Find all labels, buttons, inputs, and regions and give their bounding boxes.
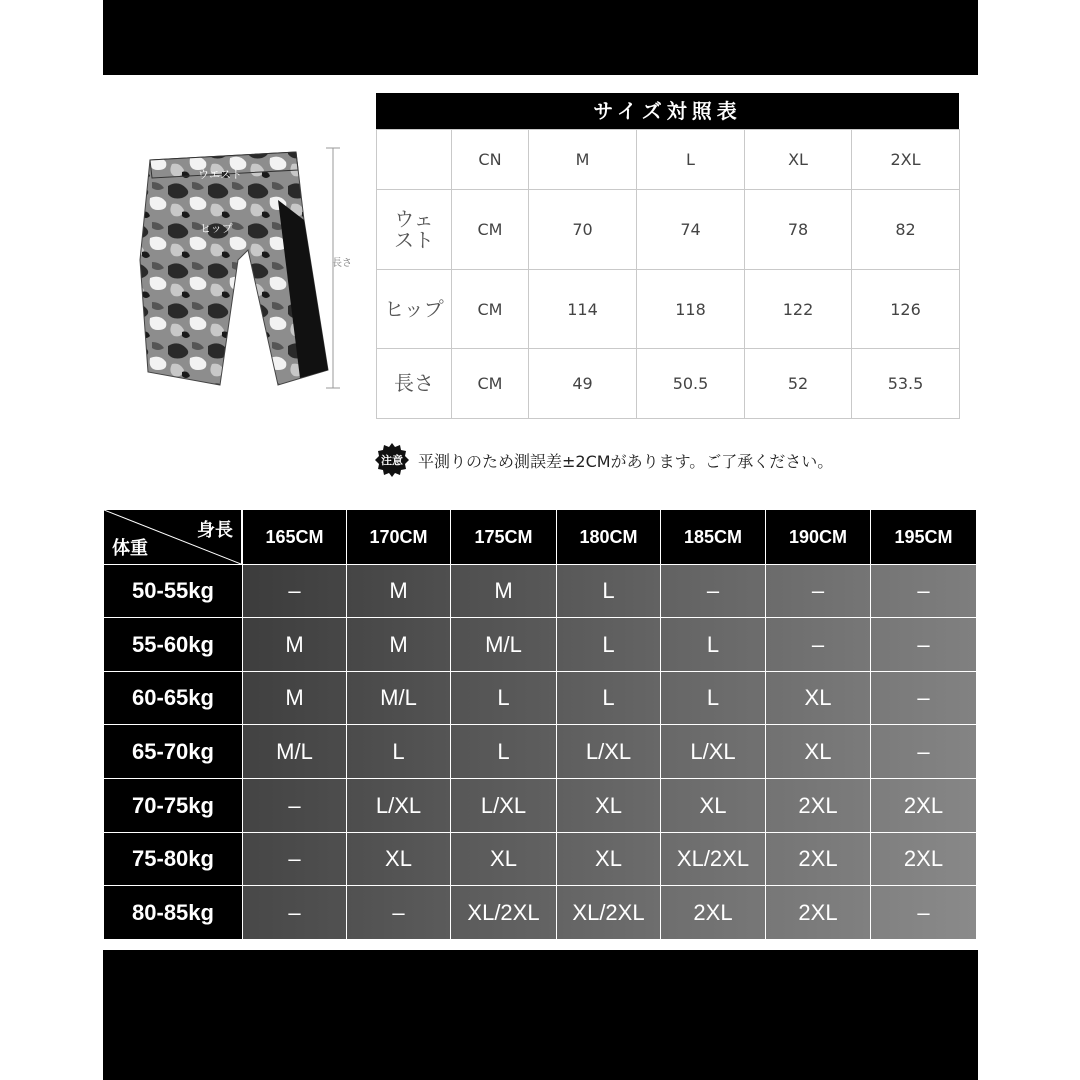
size-recommendation-cell: L	[557, 565, 660, 617]
size-recommendation-cell: L	[661, 672, 765, 724]
size-row-hip	[377, 270, 960, 349]
height-col-header: 175CM	[451, 510, 556, 564]
size-recommendation-cell: –	[243, 886, 346, 939]
weight-row-label: 60-65kg	[104, 672, 242, 724]
size-recommendation-cell: –	[243, 779, 346, 832]
size-recommendation-cell: M	[347, 565, 450, 617]
size-col-header: CN	[452, 130, 529, 190]
size-value: 70	[529, 190, 637, 270]
size-unit: CM	[452, 190, 529, 270]
size-recommendation-cell: L/XL	[557, 725, 660, 778]
size-recommendation-cell: M/L	[347, 672, 450, 724]
height-col-header: 170CM	[347, 510, 450, 564]
size-recommendation-cell: 2XL	[766, 886, 870, 939]
size-recommendation-cell: XL/2XL	[451, 886, 556, 939]
note-text: 平測りのため測誤差±2CMがあります。ご了承ください。	[418, 451, 834, 471]
size-recommendation-cell: –	[871, 886, 976, 939]
size-recommendation-cell: L/XL	[451, 779, 556, 832]
height-col-header: 190CM	[766, 510, 870, 564]
size-row-length	[377, 349, 960, 419]
size-recommendation-cell: M	[451, 565, 556, 617]
size-recommendation-cell: 2XL	[766, 779, 870, 832]
size-recommendation-cell: XL	[766, 672, 870, 724]
size-value: 126	[852, 270, 960, 349]
size-recommendation-cell: XL/2XL	[661, 833, 765, 885]
size-recommendation-cell: M/L	[243, 725, 346, 778]
size-recommendation-cell: XL	[557, 833, 660, 885]
size-row-label: 長さ	[377, 349, 452, 419]
size-recommendation-cell: M	[243, 618, 346, 671]
size-value: 50.5	[637, 349, 745, 419]
size-recommendation-cell: XL	[557, 779, 660, 832]
size-recommendation-cell: –	[871, 565, 976, 617]
height-col-header: 195CM	[871, 510, 976, 564]
height-col-header: 165CM	[243, 510, 346, 564]
height-axis-label: 身長	[197, 520, 233, 541]
size-col-header: L	[637, 130, 745, 190]
size-recommendation-cell: XL	[766, 725, 870, 778]
weight-row-label: 80-85kg	[104, 886, 242, 939]
size-value: 52	[745, 349, 852, 419]
size-table-title: サイズ対照表	[376, 93, 959, 129]
size-recommendation-cell: L	[347, 725, 450, 778]
weight-row-label: 55-60kg	[104, 618, 242, 671]
size-recommendation-cell: M	[243, 672, 346, 724]
size-col-header: M	[529, 130, 637, 190]
weight-row-label: 70-75kg	[104, 779, 242, 832]
size-recommendation-cell: XL	[347, 833, 450, 885]
size-recommendation-cell: 2XL	[871, 833, 976, 885]
size-recommendation-cell: L	[451, 725, 556, 778]
weight-row-label: 50-55kg	[104, 565, 242, 617]
size-value: 74	[637, 190, 745, 270]
size-value: 78	[745, 190, 852, 270]
table-corner	[104, 510, 241, 564]
size-recommendation-cell: –	[871, 725, 976, 778]
size-recommendation-cell: –	[661, 565, 765, 617]
size-recommendation-cell: 2XL	[661, 886, 765, 939]
size-recommendation-cell: –	[871, 672, 976, 724]
size-recommendation-cell: M	[347, 618, 450, 671]
size-row-label: ウェスト	[377, 190, 452, 270]
shorts-illustration	[128, 140, 358, 400]
size-recommendation-cell: XL	[661, 779, 765, 832]
size-recommendation-cell: L/XL	[347, 779, 450, 832]
size-recommendation-cell: L	[557, 672, 660, 724]
weight-row-label: 65-70kg	[104, 725, 242, 778]
size-value: 53.5	[852, 349, 960, 419]
size-value: 118	[637, 270, 745, 349]
size-recommendation-cell: –	[871, 618, 976, 671]
size-recommendation-cell: 2XL	[871, 779, 976, 832]
size-row-waist	[377, 190, 960, 270]
size-recommendation-cell: L	[661, 618, 765, 671]
measurement-note	[374, 442, 833, 478]
size-recommendation-cell: –	[347, 886, 450, 939]
size-recommendation-cell: XL/2XL	[557, 886, 660, 939]
size-recommendation-cell: L	[451, 672, 556, 724]
top-black-bar	[103, 0, 978, 75]
size-recommendation-cell: –	[766, 618, 870, 671]
size-value: 122	[745, 270, 852, 349]
size-recommendation-cell: L/XL	[661, 725, 765, 778]
size-recommendation-cell: L	[557, 618, 660, 671]
height-weight-table	[104, 510, 976, 940]
hip-label: ヒップ	[200, 222, 233, 235]
size-header-row	[377, 130, 960, 190]
bottom-black-bar	[103, 950, 978, 1080]
size-value: 114	[529, 270, 637, 349]
size-recommendation-cell: –	[243, 833, 346, 885]
size-recommendation-cell: –	[243, 565, 346, 617]
caution-badge-text: 注意	[381, 454, 403, 467]
size-recommendation-cell: XL	[451, 833, 556, 885]
size-comparison-table	[376, 93, 959, 420]
weight-axis-label: 体重	[112, 538, 148, 559]
size-col-header: 2XL	[852, 130, 960, 190]
caution-badge-icon	[374, 442, 410, 478]
waist-label: ウエスト	[198, 168, 242, 181]
size-col-header: XL	[745, 130, 852, 190]
height-col-header: 185CM	[661, 510, 765, 564]
height-col-header: 180CM	[557, 510, 660, 564]
size-recommendation-cell: –	[766, 565, 870, 617]
size-unit: CM	[452, 349, 529, 419]
length-label: 長さ	[332, 258, 352, 269]
size-row-label: ヒップ	[377, 270, 452, 349]
weight-row-label: 75-80kg	[104, 833, 242, 885]
size-unit: CM	[452, 270, 529, 349]
size-value: 82	[852, 190, 960, 270]
size-recommendation-cell: M/L	[451, 618, 556, 671]
size-recommendation-cell: 2XL	[766, 833, 870, 885]
size-value: 49	[529, 349, 637, 419]
